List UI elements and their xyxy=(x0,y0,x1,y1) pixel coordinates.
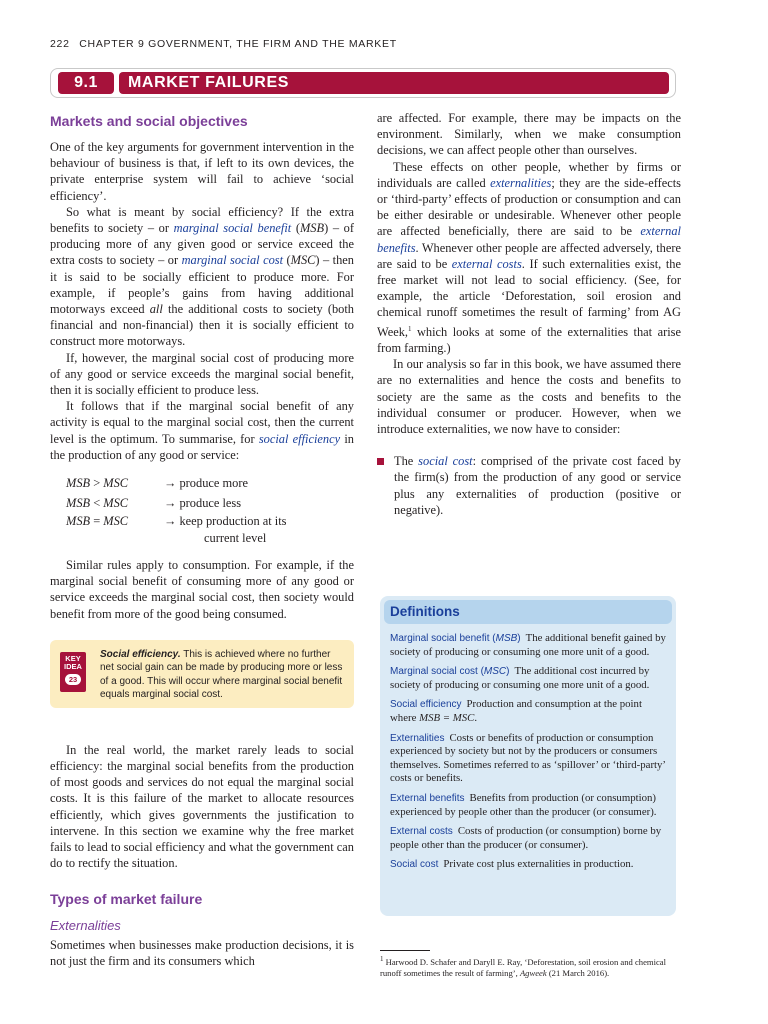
key-term: externalities xyxy=(490,175,552,190)
definition-item: Marginal social cost (MSC) The additional cost incurred by society of producing or consuming one more unit of a good. xyxy=(390,665,650,691)
definition-item: External benefits Benefits from production (or consumption) experienced by people other than the producer (or consumer). xyxy=(390,791,657,818)
key-term: external costs xyxy=(451,256,522,271)
paragraph: These effects on other people, whether by firms or individuals are called externalities; they are the side-effects or ‘third-party’ effects of production or consumption and can be either desirable or undesirable. Whenever other people are affected beneficially, there are said to be external benefits. Whenever other people are affected adversely, there are said to be external costs. If such externalities exist, the free market will not lead to social efficiency. (See, for example, the article ‘Deforestation, soil erosion and chemical runoff sometimes the result of farming’ from AG Week,$^1$ which looks at some of the externalities that arise from farming.) xyxy=(377,159,681,355)
bullet-square-icon xyxy=(377,458,384,465)
footnote: $^1$ Harwood D. Schafer and Daryll E. Ray, ‘Deforestation, soil erosion and chemical runoff sometimes the result of farming’, Agweek (21 March 2016). xyxy=(380,955,666,978)
paragraph: Sometimes when businesses make production decisions, it is not just the firm and its consumers which xyxy=(50,937,354,968)
rule-row: MSB < MSC → produce less xyxy=(66,496,242,511)
key-term: external benefits xyxy=(377,224,681,255)
section-heading: Types of market failure xyxy=(50,890,203,907)
definition-item: Externalities Costs or benefits of production or consumption experienced by society but not by the producers or consumers themselves. Sometimes referred to as ‘spillover’ or ‘third-party’ costs or benefits. xyxy=(390,731,666,785)
paragraph: If, however, the marginal social cost of producing more of any good or service exceeds the marginal social benefit, then it is socially efficient to produce less. xyxy=(50,350,354,398)
paragraph: are affected. For example, there may be impacts on the environment. Similarly, when we make consumption decisions, we can affect people other than ourselves. xyxy=(377,111,681,158)
section-title: MARKET FAILURES xyxy=(119,72,669,94)
key-idea-box xyxy=(50,640,354,708)
definitions-list xyxy=(390,632,666,878)
key-term: social efficiency xyxy=(258,431,341,446)
key-idea-number: 23 xyxy=(65,674,81,685)
paragraph: One of the key arguments for government intervention in the behaviour of business is that, if left to its own devices, the private enterprise system will fail to achieve ‘social efficiency’. xyxy=(50,140,354,203)
paragraph: It follows that if the marginal social benefit of any activity is equal to the marginal social cost, then the current level is the optimum. To summarise, for social efficiency in the production of any good or service: xyxy=(50,399,354,462)
section-number: 9.1 xyxy=(58,72,114,94)
efficiency-rules xyxy=(66,473,354,547)
rule-row: MSB > MSC → produce more xyxy=(66,476,248,491)
key-term: social cost xyxy=(418,454,473,469)
definition-item: Marginal social benefit (MSB) The additional benefit gained by society of producing or consuming one more unit of a good. xyxy=(390,632,666,658)
definition-item: Social efficiency Production and consumption at the point where MSB = MSC. xyxy=(390,698,642,724)
bullet-item: The social cost: comprised of the private cost faced by the firm(s) from the production of any good or service plus any externalities of production (positive or negative). xyxy=(377,453,681,518)
section-header xyxy=(50,68,676,98)
definitions-box xyxy=(380,596,676,916)
left-column xyxy=(50,110,354,969)
page-number: 222 xyxy=(50,38,70,50)
sub-heading: Externalities xyxy=(50,917,121,933)
footnote-ref: 1 xyxy=(408,324,412,333)
paragraph: In our analysis so far in this book, we have assumed there are no externalities and hence the costs and benefits to society are the same as the costs and benefits to the individual consumer or producer. However, when we introduce externalities, we now have to consider: xyxy=(377,357,681,436)
key-term: marginal social benefit xyxy=(173,221,292,236)
key-term: marginal social cost xyxy=(181,253,284,268)
definition-item: External costs Costs of production (or consumption) borne by people other than the producer (or consumer). xyxy=(390,825,662,851)
rule-row: MSB = MSC → keep production at its current level xyxy=(66,514,287,546)
definition-item: Social cost Private cost plus externalities in production. xyxy=(390,858,634,871)
definitions-heading: Definitions xyxy=(384,600,672,624)
right-column xyxy=(377,110,681,518)
paragraph: Similar rules apply to consumption. For example, if the marginal social benefit of consuming more of any good or service exceeds the marginal social cost, then society would benefit from more of the good being consumed. xyxy=(50,558,354,621)
key-idea-badge: KEY IDEA 23 xyxy=(60,652,86,692)
running-head xyxy=(50,38,397,50)
chapter-title: CHAPTER 9 GOVERNMENT, THE FIRM AND THE MARKET xyxy=(79,38,397,50)
section-heading: Markets and social objectives xyxy=(50,113,248,129)
paragraph: So what is meant by social efficiency? If the extra benefits to society – or marginal social benefit (MSB) – of producing more of any given good or service exceed the extra costs to society – or marginal social cost (MSC) – then it is said to be socially efficient to produce more. For example, if people’s gains from having additional motorways exceed all the additional costs to society (both financial and non-financial) then it is socially efficient to construct more motorways. xyxy=(50,204,354,349)
paragraph: In the real world, the market rarely leads to social efficiency: the marginal social benefits from the production of most goods and services do not equal the marginal social costs. It is this failure of the market to allocate resources efficiently, which gives governments the justification to intervene. In this section we examine why the free market fails to lead to social efficiency and what the government can do to rectify the situation. xyxy=(50,742,354,871)
footnote-divider xyxy=(380,950,430,951)
key-idea-text: Social efficiency. This is achieved where no further net social gain can be made by producing more or less of a good. This will occur where marginal social benefit equals marginal social cost. xyxy=(100,648,343,701)
